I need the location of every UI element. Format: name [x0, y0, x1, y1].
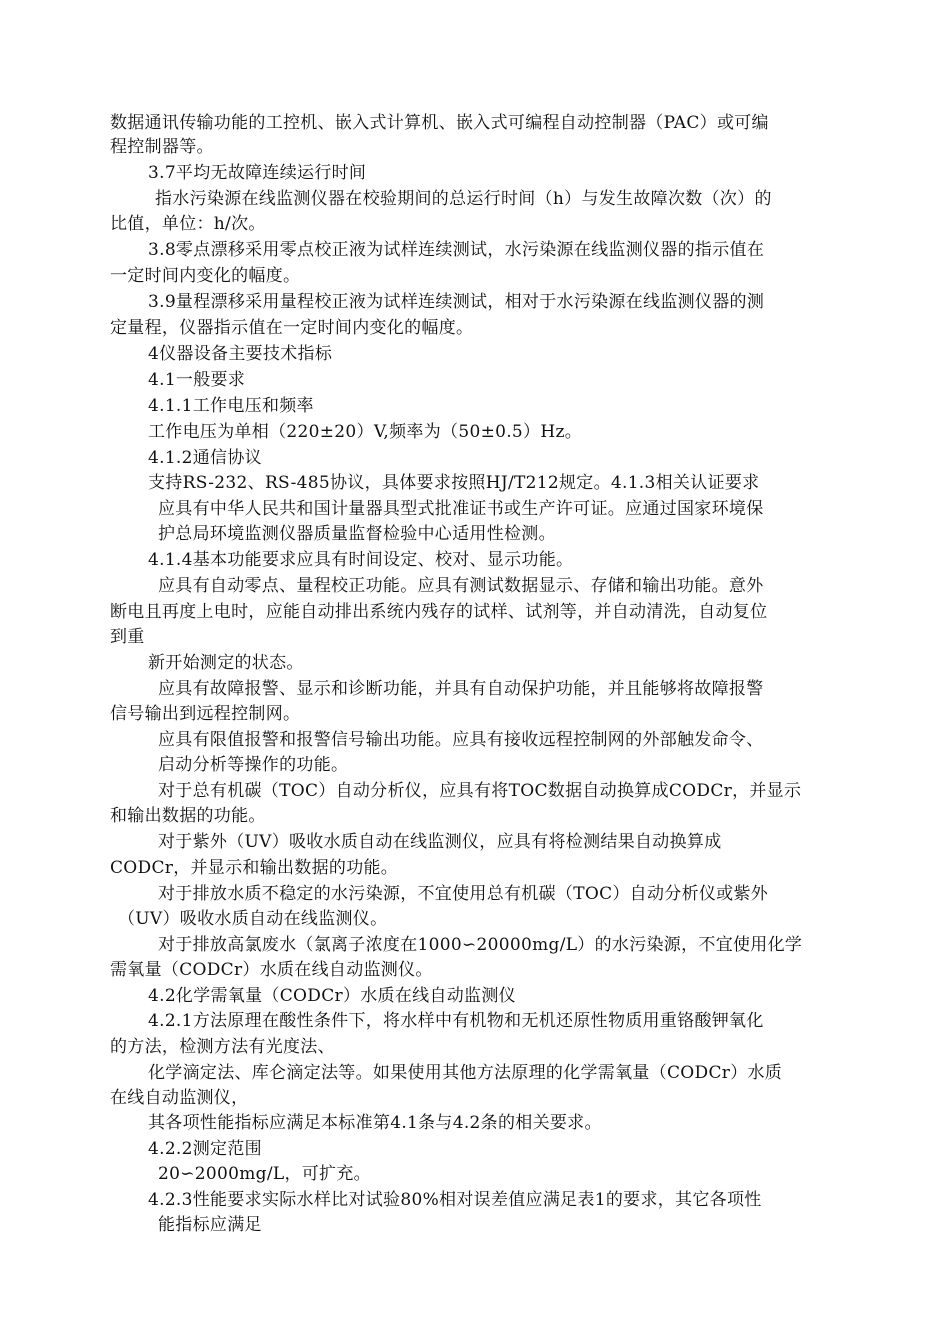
text-line: 应具有故障报警、显示和诊断功能，并具有自动保护功能，并且能够将故障报警	[158, 679, 764, 699]
text-line: 对于紫外（UV）吸收水质自动在线监测仪，应具有将检测结果自动换算成	[158, 832, 722, 852]
text-line: 程控制器等。	[110, 137, 214, 157]
text-line: 能指标应满足	[158, 1215, 262, 1235]
section-heading: 4.1一般要求	[148, 370, 246, 390]
section-heading: 4.2化学需氧量（CODCr）水质在线自动监测仪	[148, 986, 516, 1006]
text-line: 20∽2000mg/L，可扩充。	[158, 1164, 371, 1184]
text-line: 数据通讯传输功能的工控机、嵌入式计算机、嵌入式可编程自动控制器（PAC）或可编	[110, 113, 769, 133]
text-line: （UV）吸收水质自动在线监测仪。	[118, 909, 388, 929]
text-line: 4.2.1方法原理在酸性条件下，将水样中有机物和无机还原性物质用重铬酸钾氧化	[148, 1011, 764, 1031]
text-line: 和输出数据的功能。	[110, 806, 266, 826]
text-line: 应具有自动零点、量程校正功能。应具有测试数据显示、存储和输出功能。意外	[158, 576, 764, 596]
text-line: 3.9量程漂移采用量程校正液为试样连续测试，相对于水污染源在线监测仪器的测	[148, 292, 765, 312]
text-line: 对于排放水质不稳定的水污染源，不宜使用总有机碳（TOC）自动分析仪或紫外	[158, 884, 769, 904]
section-heading: 4.1.1工作电压和频率	[148, 396, 314, 416]
section-heading: 4.1.2通信协议	[148, 448, 262, 468]
text-line: 在线自动监测仪，	[110, 1088, 249, 1108]
text-line: 应具有限值报警和报警信号输出功能。应具有接收远程控制网的外部触发命令、	[158, 730, 764, 750]
text-line: 一定时间内变化的幅度。	[110, 266, 301, 286]
text-line: 定量程，仪器指示值在一定时间内变化的幅度。	[110, 318, 474, 338]
text-line: 3.8零点漂移采用零点校正液为试样连续测试，水污染源在线监测仪器的指示值在	[148, 240, 765, 260]
text-line: 化学滴定法、库仑滴定法等。如果使用其他方法原理的化学需氧量（CODCr）水质	[148, 1063, 783, 1083]
text-line: 比值，单位：h/次。	[110, 214, 266, 234]
text-line: 对于排放高氯废水（氯离子浓度在1000∽20000mg/L）的水污染源，不宜使用化学	[158, 935, 803, 955]
section-heading: 4.2.2测定范围	[148, 1139, 262, 1159]
text-line: 护总局环境监测仪器质量监督检验中心适用性检测。	[158, 524, 556, 544]
text-line: 工作电压为单相（220±20）V,频率为（50±0.5）Hz。	[148, 422, 583, 442]
text-line: 到重	[110, 627, 145, 647]
text-line: 断电且再度上电时，应能自动排出系统内残存的试样、试剂等，并自动清洗，自动复位	[110, 602, 768, 622]
text-line: 对于总有机碳（TOC）自动分析仪，应具有将TOC数据自动换算成CODCr，并显示	[158, 781, 802, 801]
section-heading: 4仪器设备主要技术指标	[148, 344, 333, 364]
text-line: 信号输出到远程控制网。	[110, 704, 301, 724]
text-line: 其各项性能指标应满足本标准第4.1条与4.2条的相关要求。	[148, 1113, 602, 1133]
text-line: 应具有中华人民共和国计量器具型式批准证书或生产许可证。应通过国家环境保	[158, 499, 764, 519]
text-line: 的方法，检测方法有光度法、	[110, 1037, 335, 1057]
text-line: 需氧量（CODCr）水质在线自动监测仪。	[110, 960, 433, 980]
text-line: 4.1.4基本功能要求应具有时间设定、校对、显示功能。	[148, 550, 574, 570]
text-line: 指水污染源在线监测仪器在校验期间的总运行时间（h）与发生故障次数（次）的	[155, 189, 772, 209]
text-line: 支持RS-232、RS-485协议，具体要求按照HJ/T212规定。4.1.3相关认证要求	[148, 473, 760, 493]
text-line: 4.2.3性能要求实际水样比对试验80%相对误差值应满足表1的要求，其它各项性	[148, 1190, 762, 1210]
text-line: CODCr，并显示和输出数据的功能。	[110, 858, 399, 878]
section-heading: 3.7平均无故障连续运行时间	[148, 163, 367, 183]
text-line: 启动分析等操作的功能。	[158, 755, 349, 775]
text-line: 新开始测定的状态。	[148, 653, 304, 673]
